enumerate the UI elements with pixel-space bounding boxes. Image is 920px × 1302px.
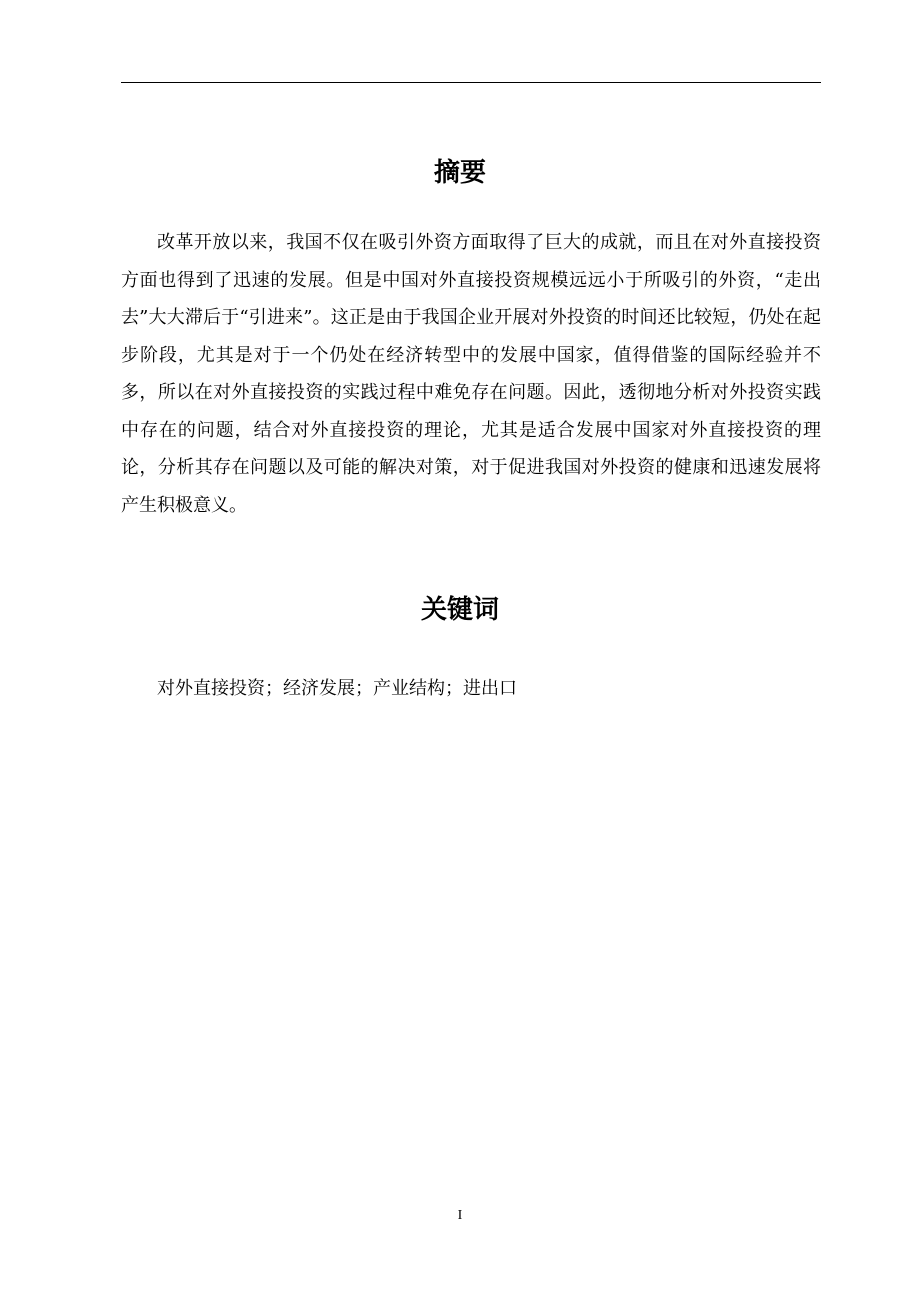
header-rule [121,82,821,83]
abstract-title: 摘要 [433,158,486,188]
keywords-title: 关键词 [420,595,499,625]
abstract-paragraph: 改革开放以来，我国不仅在吸引外资方面取得了巨大的成就，而且在对外直接投资方面也得到了迅速的发展。但是中国对外直接投资规模远远小于所吸引的外资，“走出去”大大滞后于“引进来”。这正是由于我国企业开展对外投资的时间还比较短，仍处在起步阶段，尤其是对于一个仍处在经济转型中的发展中国家，值得借鉴的国际经验并不多，所以在对外直接投资的实践过程中难免存在问题。因此，透彻地分析对外投资实践中存在的问题，结合对外直接投资的理论，尤其是适合发展中国家对外直接投资的理论，分析其存在问题以及可能的解决对策，对于促进我国对外投资的健康和迅速发展将产生积极意义。 [121,232,821,516]
keywords-list: 对外直接投资；经济发展；产业结构；进出口 [157,678,517,699]
page-number: I [457,1208,463,1223]
